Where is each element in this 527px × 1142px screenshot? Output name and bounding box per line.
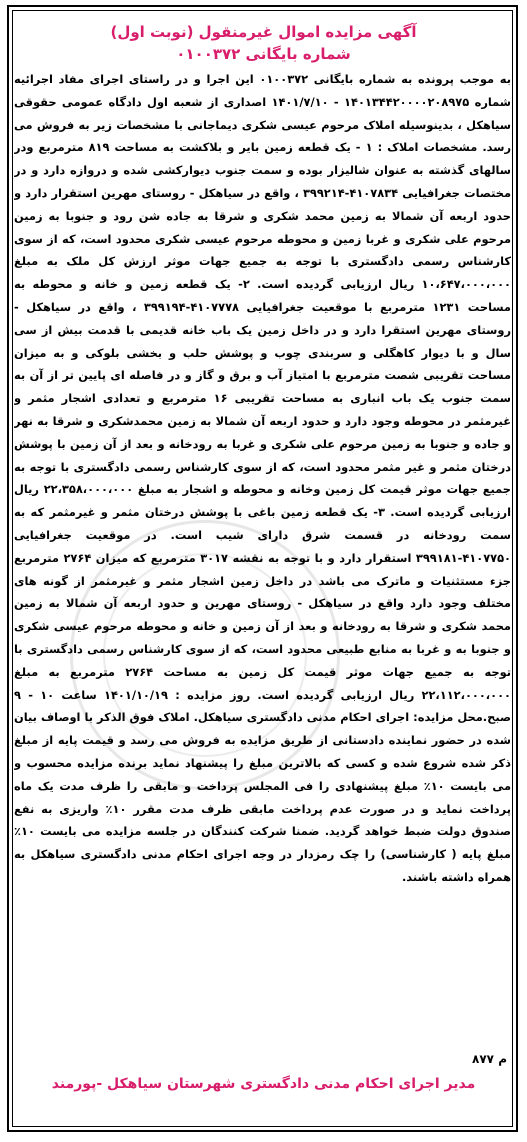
notice-signature: مدیر اجرای احکام مدنی دادگستری شهرستان سیاهکل -پورمند bbox=[51, 1076, 476, 1092]
notice-code: م ۸۷۷ bbox=[472, 1052, 507, 1066]
notice-title: آگهی مزایده اموال غیرمنقول (نوبت اول) bbox=[110, 23, 417, 41]
archive-number: شماره بایگانی ۰۱۰۰۳۷۲ bbox=[176, 45, 351, 63]
notice-body-text: به موجب پرونده به شماره بایگانی ۰۱۰۰۳۷۲ این اجرا و در راستای اجرای مفاد اجرائیه شماره ۱۴۰۱۳۴۴۲۰۰۰۰۲۰۸۹۷۵ - ۱۴۰۱/۷/۱۰ اصداری از شعبه اول دادگاه عمومی حقوقی سیاهکل ، بدینوسیله املاک مرحوم عیسی شکری دیماجانی با مشخصات زیر به فروش می رسد. مشخصات املاک : ۱ - یک قطعه زمین بایر و بلاکشت به مساحت ۸۱۹ مترمربع ودر سالهای گذشته به عنوان شالیزار بوده و سمت جنوب دیوارکشی شده و دروازه دارد و در مختصات جغرافیایی ۴۱۰۷۸۳۴-۳۹۹۲۱۴ ، واقع در سیاهکل - روستای مهرین استقرار دارد و حدود اربعه آن شمالا به زمین محمد شکری و شرقا به جاده شن رود و جنوبا به زمین مرحوم علی شکری و غربا زمین و محوطه مرحوم عیسی شکری محدود است، که از سوی کارشناس رسمی دادگستری با توجه به جمیع جهات موثر ارزش کل ملک به مبلغ ۱۰،۶۴۷،۰۰۰،۰۰۰ ریال ارزیابی گردیده است. ۲- یک قطعه زمین و خانه و محوطه به مساحت ۱۲۳۱ مترمربع با موقعیت جغرافیایی ۴۱۰۷۷۷۸-۳۹۹۱۹۴ ، واقع در سیاهکل - روستای مهرین استقرا دارد و در داخل زمین یک باب خانه قدیمی با قدمت بیش از سی سال و با دیوار کاهگلی و سربندی چوب و پوشش حلب و بخشی بلوکی و به میزان مساحت تقریبی شصت مترمربع با امتیاز آب و برق و گاز و در فاصله ای پایین تر از آن به سمت جنوب یک باب انباری به مساحت تقریبی ۱۶ مترمربع و تعدادی اشجار مثمر و غیرمثمر در محوطه وجود دارد و حدود اربعه آن شمالا به زمین محمدشکری و شرقا به نهر و جاده و جنوبا به زمین مرحوم علی شکری و غربا به رودخانه و بعد از آن زمین با پوشش درختان مثمر و غیر مثمر محدود است، که از سوی کارشناس رسمی دادگستری با توجه به جمیع جهات موثر قیمت کل زمین وخانه و محوطه و اشجار به مبلغ ۲۲،۳۵۸،۰۰۰،۰۰۰ ریال ارزیابی گردیده است. ۳- یک قطعه زمین باغی با پوشش درختان مثمر و غیرمثمر که به سمت رودخانه در قسمت شرق دارای شیب است. در موقعیت جغرافیایی ۴۱۰۷۷۵۰-۳۹۹۱۸۱ استقرار دارد و با توجه به نقشه ۳۰۱۷ مترمربع که میزان ۲۷۶۴ مترمربع جزء مستثنیات و ماترک می باشد در داخل زمین اشجار مثمر و غیرمثمر از گونه های مختلف وجود دارد واقع در سیاهکل - روستای مهرین و حدود اربعه آن شمالا به زمین محمد شکری و شرقا به رودخانه و بعد از آن زمین و خانه و محوطه مرحوم عیسی شکری و جنوبا به و غربا به منابع طبیعی محدود است، که از سوی کارشناس رسمی دادگستری با توجه به جمیع جهات موثر قیمت کل زمین به مساحت ۲۷۶۴ مترمربع به مبلغ ۲۲،۱۱۲،۰۰۰،۰۰۰ ریال ارزیابی گردیده است. روز مزایده : ۱۴۰۱/۱۰/۱۹ ساعت ۱۰ - ۹ صبح.محل مزایده: اجرای احکام مدنی دادگستری سیاهکل. املاک فوق الذکر با اوصاف بیان شده در حضور نماینده دادستانی از طریق مزایده به فروش می رسد و قیمت پایه از مبلغ ذکر شده شروع شده و کسی که بالاترین مبلغ را پیشنهاد نماید برنده مزایده محسوب و می بایست ۱۰٪ مبلغ پیشنهادی را فی المجلس پرداخت و مابقی را ظرف مدت یک ماه پرداخت نماید و در صورت عدم پرداخت مابقی ظرف مدت مقرر ۱۰٪ واریزی به نفع صندوق دولت ضبط خواهد گردید. ضمنا شرکت کنندگان در جلسه مزایده می بایست ۱۰٪ مبلغ پایه ( کارشناسی) را چک رمزدار در وجه اجرای احکام مدنی دادگستری سیاهکل به همراه داشته باشند. bbox=[14, 72, 511, 884]
